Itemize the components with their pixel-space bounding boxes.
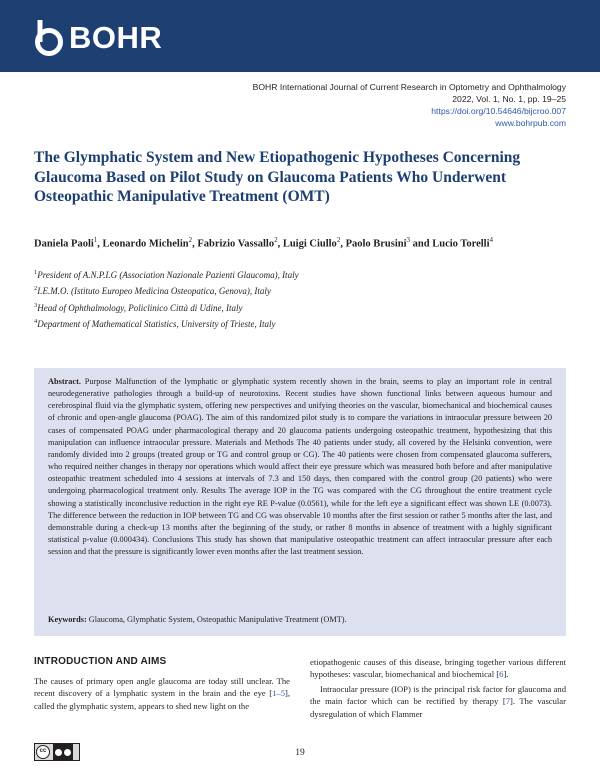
author-affiliation-mark: 2: [274, 236, 278, 244]
body-left-column: [34, 675, 290, 712]
body-right-column: [310, 656, 566, 720]
keywords-text: Glaucoma, Glymphatic System, Osteopathic Manipulative Treatment (OMT).: [88, 615, 347, 624]
cc-icon: cc: [36, 745, 50, 759]
affiliation-text: Head of Ophthalmology, Policlinico Città di Udine, Italy: [37, 302, 243, 313]
article-title: The Glymphatic System and New Etiopathogenic Hypotheses Concerning Glaucoma Based on Pilot Study on Glaucoma Patients Who Underwent Osteopathic Manipulative Treatment (OMT): [34, 149, 521, 205]
abstract-paragraph: [48, 376, 552, 558]
author-affiliation-mark: 1: [93, 236, 98, 244]
journal-name: BOHR International Journal of Current Research in Optometry and Ophthalmology: [252, 82, 566, 92]
right-text-c: Intraocular pressure (IOP) is the principal risk factor for glaucoma and the main factor which can be rectified by therapy [: [310, 683, 566, 707]
author-affiliation-mark: 3: [406, 236, 411, 244]
affiliation-number: 2: [34, 285, 38, 293]
left-text-b: ], called the glymphatic system, appears to shed new light on the: [34, 688, 290, 711]
abstract-label: Abstract.: [48, 377, 81, 386]
citation-link[interactable]: 7: [505, 696, 510, 707]
affiliation-item: [34, 315, 564, 331]
author-affiliation-mark: 4: [489, 236, 494, 244]
abstract-text: Purpose Malfunction of the lymphatic or glymphatic system recently shown in the brain, seems to play an important role in central neurodegenerative pathologies through a build-up of neurotoxins. Recent studies have shown functional links between aqueous humour and cerebrospinal fluid via the glymphatic system, offering new perspectives and unifying theories on the vascular, biomechanical and biochemical causes of chronic and open-angle glaucoma (POAG). The aim of this randomized pilot study is to compare the variations in intraocular pressure between 20 cases of compensated POAG under pharmacological therapy and 20 glaucoma patients undergoing osteopathic treatment, hypothesizing that this manipulation can influence intraocular pressure. Materials and Methods The 40 patients under study, all covered by the Helsinki convention, were randomly divided into 2 groups (treated group or TG and control group or CG). The 40 patients were chosen from compensated glaucoma sufferers, who required neither changes in therapy nor operations which would affect their eye pressure which was measured both before and after manipulative osteopathic treatment scheduled into 4 sessions at intervals of 7.3 and 150 days, then compared with the control group (20 patients) who were undergoing pharmacological treatment only. Results The average IOP in the TG was compared with the CG throughout the entire treatment cycle showing a statistically inconclusive reduction in the right eye RE P-value (0.0561), while for the left eye a significant effect was shown LE (0.0073). The difference between the reduction in IOP between TG and CG was observable 10 months after the first session or rather 5 months after the last, and demonstrable during a check-up 13 months after the beginning of the study, or rather 8 months in absence of treatment with a highly significant statistical p-value (0.000434). Conclusions This study has shown that manipulative osteopathic treatment can affect intraocular pressure after each session and that the pressure is significantly lower even months after the last treatment session.: [48, 377, 552, 557]
author-name: Luigi Ciullo: [282, 238, 337, 250]
journal-info: [146, 81, 566, 129]
keywords-label: Keywords:: [48, 615, 87, 624]
affiliation-item: [34, 282, 564, 298]
affiliation-item: [34, 299, 564, 315]
author-list: Daniela Paoli$^1$, Leonardo Michelin$^2$, Fabrizio Vassallo$^2$, Luigi Ciullo$^2$, Paolo Brusini$^3$ and Lucio Torelli$^4$: [34, 236, 494, 250]
right-text-b: ].: [503, 669, 509, 680]
website-link[interactable]: www.bohrpub.com: [495, 118, 566, 128]
affiliation-text: President of A.N.P.I.G (Association Nazionale Pazienti Glaucoma), Italy: [37, 270, 299, 280]
right-text-a: etiopathogenic causes of this disease, bringing together various different hypotheses: vascular, biomechanical and biochemical [: [310, 657, 566, 680]
right-paragraph-1: [310, 656, 566, 681]
page-number: 19: [295, 748, 305, 758]
bohr-logo[interactable]: [34, 18, 162, 58]
affiliation-text: I.E.M.O. (Istituto Europeo Medicina Osteopatica, Genova), Italy: [37, 286, 271, 297]
citation-link[interactable]: 6: [499, 669, 504, 680]
author-name: Daniela Paoli: [34, 238, 94, 250]
header-bar: [0, 0, 600, 72]
bohr-logo-icon: [34, 19, 64, 57]
doi-link[interactable]: https://doi.org/10.54646/bijcroo.007: [431, 106, 566, 116]
author-affiliation-mark: 2: [336, 236, 341, 244]
affiliation-item: [34, 266, 564, 282]
author-name: Lucio Torelli: [432, 238, 490, 250]
left-text-a: The causes of primary open angle glaucoma are today still unclear. The recent discovery of a lymphatic system in the brain and the eye [: [34, 676, 290, 699]
affiliation-list: [34, 266, 564, 331]
author-name: Leonardo Michelin: [102, 238, 189, 250]
affiliation-number: 1: [34, 269, 38, 276]
right-paragraph-2: [310, 683, 566, 720]
right-text-d: ]. The vascular dysregulation of which Flammer: [310, 696, 566, 719]
author-affiliation-mark: 2: [188, 236, 193, 244]
abstract-box: [34, 368, 566, 636]
section-heading: INTRODUCTION AND AIMS: [34, 656, 167, 667]
author-name: Fabrizio Vassallo: [197, 238, 275, 250]
citation: 2022, Vol. 1, No. 1, pp. 19–25: [452, 94, 566, 104]
logo-text: BOHR: [69, 20, 163, 55]
author-name: Paolo Brusini: [345, 238, 407, 250]
affiliation-number: 3: [34, 301, 38, 309]
affiliation-number: 4: [34, 317, 38, 325]
affiliation-text: Department of Mathematical Statistics, University of Trieste, Italy: [37, 318, 276, 329]
citation-link[interactable]: 1–5: [272, 688, 285, 699]
keywords: [48, 614, 552, 626]
